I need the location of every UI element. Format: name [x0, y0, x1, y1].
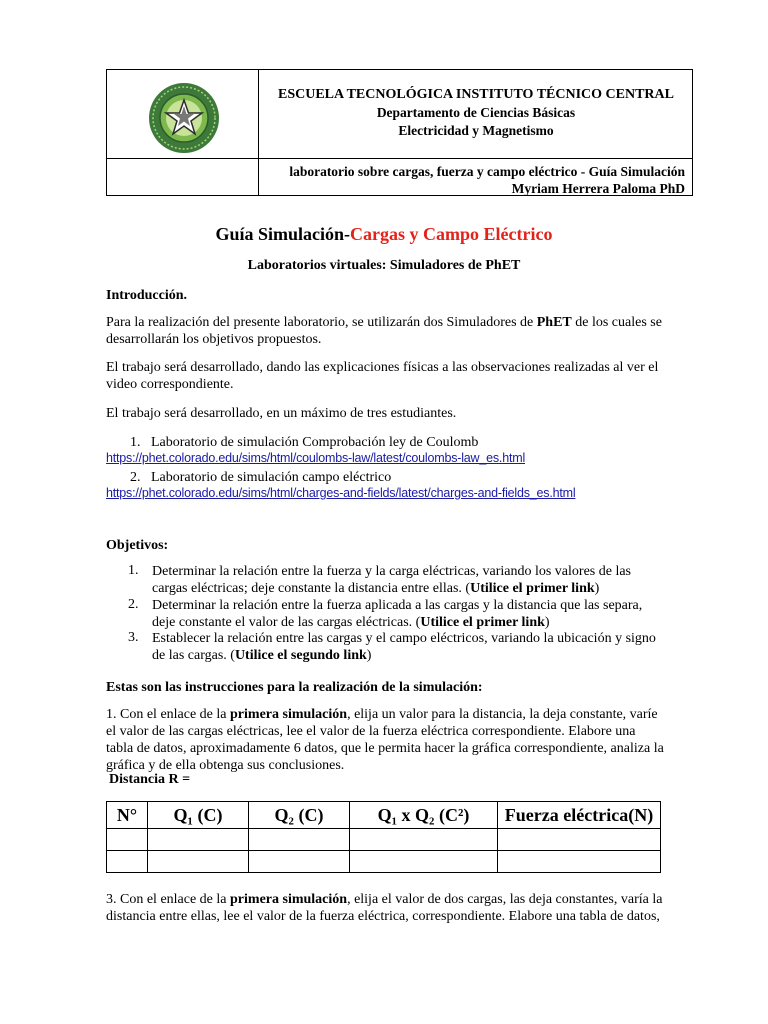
- page-subtitle: Laboratorios virtuales: Simuladores de PhET: [247, 258, 521, 273]
- column-header: Q₁ x Q₂ (C²): [350, 802, 498, 829]
- title-black-part: Guía Simulación-: [215, 224, 351, 244]
- intro-paragraph-1: [106, 314, 668, 348]
- objective-text-end: ): [544, 615, 550, 630]
- department-name: Departamento de Ciencias Básicas: [376, 105, 576, 120]
- objective-text-end: ): [594, 581, 600, 596]
- objective-number: 3.: [128, 630, 139, 645]
- intro-p1-text: Para la realización del presente laboratorio, se utilizarán dos Simuladores de: [106, 315, 537, 330]
- header-titles: [259, 86, 693, 140]
- table-cell[interactable]: [148, 851, 249, 873]
- intro-paragraph-3: El trabajo será desarrollado, en un máximo de tres estudiantes.: [106, 406, 457, 421]
- table-header-row: [107, 802, 661, 829]
- intro-p1-text-end: de los cuales se desarrollarán los objetivos propuestos.: [106, 315, 662, 347]
- lab-item-1: [130, 434, 478, 451]
- objective-link-note: Utilice el primer link: [420, 615, 545, 630]
- header-lab-info: [259, 163, 685, 197]
- coulombs-law-link[interactable]: https://phet.colorado.edu/sims/html/coulombs-law/latest/coulombs-law_es.html: [106, 451, 526, 465]
- table-cell[interactable]: [350, 829, 498, 851]
- objective-number: 1.: [128, 563, 139, 578]
- table-cell[interactable]: [350, 851, 498, 873]
- charges-and-fields-link[interactable]: https://phet.colorado.edu/sims/html/charges-and-fields/latest/charges-and-fields_es.html: [106, 486, 576, 500]
- objective-number: 2.: [128, 597, 139, 612]
- table-cell[interactable]: [249, 851, 350, 873]
- objective-link-note: Utilice el segundo link: [234, 648, 367, 663]
- objective-item-1: [152, 563, 664, 597]
- objective-text: Establecer la relación entre las cargas y el campo eléctricos, variando la ubicación y signo de las cargas. (: [152, 631, 656, 663]
- header-divider: [107, 158, 692, 159]
- objective-item-3: [152, 630, 664, 664]
- instruction-paragraph-3: [106, 891, 666, 925]
- column-header: Fuerza eléctrica(N): [498, 802, 661, 829]
- intro-paragraph-2: El trabajo será desarrollado, dando las explicaciones físicas a las observaciones realizadas al ver el video correspondiente.: [106, 360, 659, 392]
- intro-heading: Introducción.: [106, 288, 188, 303]
- instruction-text: 3. Con el enlace de la: [106, 892, 231, 907]
- lab-title: laboratorio sobre cargas, fuerza y campo eléctrico - Guía Simulación: [289, 164, 685, 179]
- table-cell[interactable]: [107, 829, 148, 851]
- table-cell[interactable]: [498, 829, 661, 851]
- data-table: [106, 801, 661, 873]
- table-cell[interactable]: [249, 829, 350, 851]
- distance-label: Distancia R =: [109, 772, 191, 787]
- lab-item-number: 2.: [130, 470, 141, 485]
- column-header: Q₁ (C): [148, 802, 249, 829]
- page-title: [0, 224, 768, 245]
- table-row: [107, 829, 661, 851]
- objective-link-note: Utilice el primer link: [470, 581, 595, 596]
- school-seal-logo: [148, 82, 220, 154]
- objective-item-2: [152, 597, 664, 631]
- instruction-text-end: , elija el valor de dos cargas, las deja constantes, varía la distancia entre ellas, lee el valor de la fuerza eléctrica, correspondiente. Elabore una tabla de datos,: [106, 892, 663, 924]
- school-name: ESCUELA TECNOLÓGICA INSTITUTO TÉCNICO CENTRAL: [277, 87, 674, 102]
- instruction-text: 1. Con el enlace de la: [106, 707, 231, 722]
- intro-p1-bold: PhET: [536, 315, 572, 330]
- table-row: [107, 851, 661, 873]
- table-cell[interactable]: [148, 829, 249, 851]
- objective-text: Determinar la relación entre la fuerza y la carga eléctricas, variando los valores de las cargas eléctricas; deje constante la distancia entre ellas. (: [152, 564, 631, 596]
- author-name: Myriam Herrera Paloma PhD: [511, 181, 685, 196]
- instruction-text-end: , elija un valor para la distancia, la deja constante, varíe el valor de las cargas eléctricas, lee el valor de la fuerza eléctrica correspondiente. Elabore una tabla de datos, aproximadamente 6 datos, que le permita hacer la gráfica correspondiente, analiza la gráfica y de ella obtenga sus conclusiones.: [106, 707, 664, 773]
- instruction-bold: primera simulación: [230, 707, 348, 722]
- column-header: Q₂ (C): [249, 802, 350, 829]
- lab-item-label: Laboratorio de simulación campo eléctrico: [151, 470, 392, 485]
- column-header: N°: [107, 802, 148, 829]
- header-table: [106, 69, 693, 196]
- table-cell[interactable]: [498, 851, 661, 873]
- objective-text-end: ): [366, 648, 372, 663]
- instructions-heading: Estas son las instrucciones para la realización de la simulación:: [106, 680, 483, 695]
- table-cell[interactable]: [107, 851, 148, 873]
- instruction-bold: primera simulación: [230, 892, 348, 907]
- lab-item-2: [130, 469, 391, 486]
- title-red-part: Cargas y Campo Eléctrico: [350, 224, 553, 244]
- objectives-heading: Objetivos:: [106, 538, 169, 553]
- objective-text: Determinar la relación entre la fuerza aplicada a las cargas y la distancia que las separa, deje constante el valor de las cargas eléctricas. (: [152, 598, 643, 630]
- instruction-paragraph-1: [106, 706, 666, 774]
- subject-name: Electricidad y Magnetismo: [398, 123, 554, 138]
- lab-item-number: 1.: [130, 435, 141, 450]
- lab-item-label: Laboratorio de simulación Comprobación ley de Coulomb: [151, 435, 479, 450]
